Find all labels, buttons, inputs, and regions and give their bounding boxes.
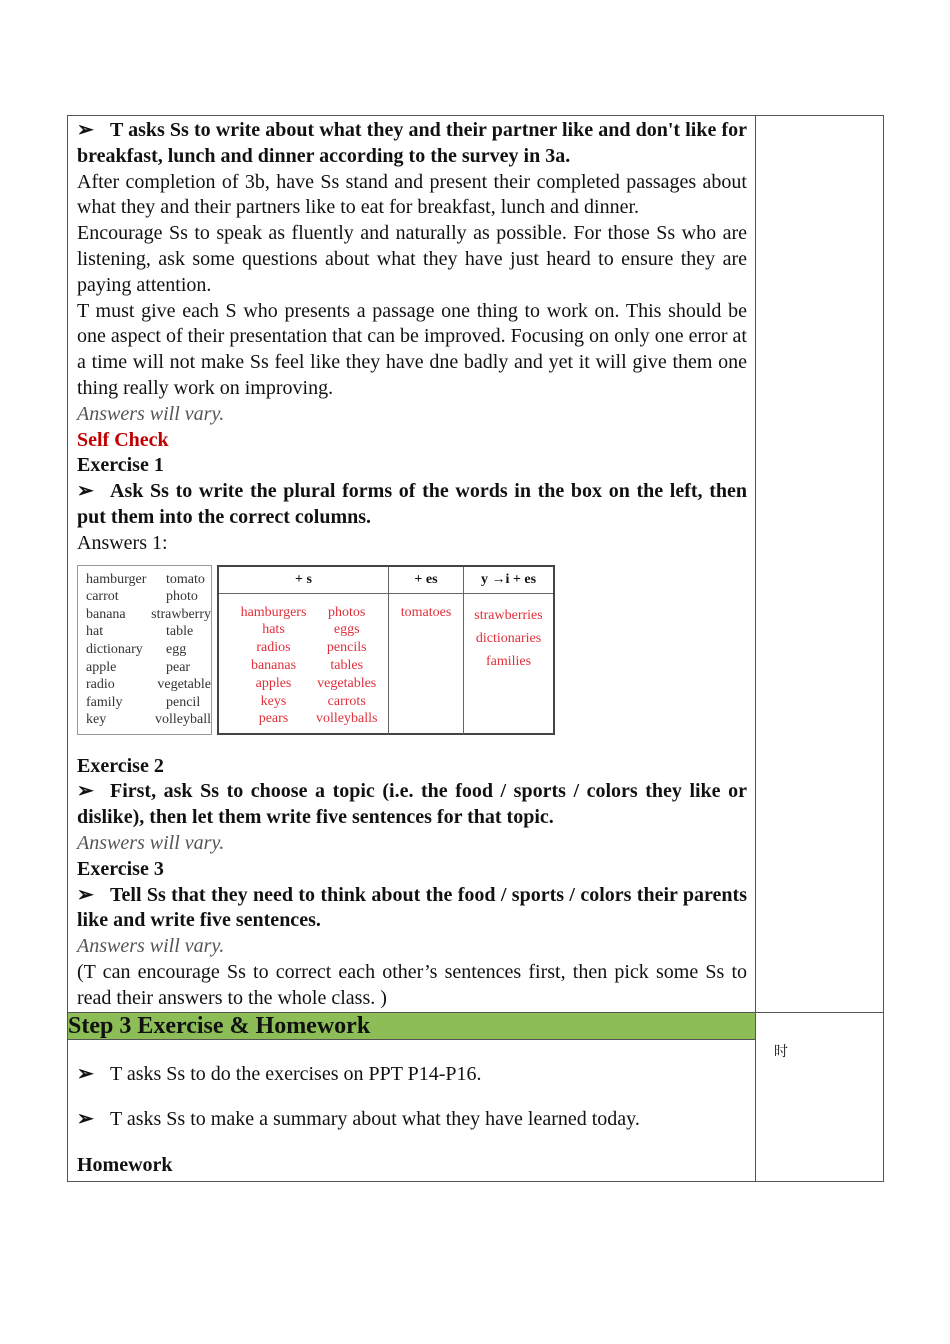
plural-answer-word: bananas <box>250 657 297 673</box>
bullet-arrow-icon: ➢ <box>77 780 94 803</box>
task-paragraph: ➢ T asks Ss to write about what they and their partner like and don't like for breakfast, lunch and dinner according to the survey in 3a. <box>77 119 747 167</box>
word-box-word: photo <box>166 589 198 605</box>
plural-answer-word: pears <box>258 711 289 727</box>
bullet-arrow-icon: ➢ <box>77 1108 94 1131</box>
word-box-word: table <box>166 624 194 640</box>
header-y-ies: y →i + es <box>480 571 537 587</box>
word-box-word: vegetable <box>157 677 211 693</box>
side-cell-2 <box>756 1012 884 1181</box>
step-3-item-1: ➢ T asks Ss to do the exercises on PPT P14-P16. <box>77 1062 747 1088</box>
word-box-row <box>86 711 211 729</box>
plural-answer-word: vegetables <box>317 675 377 691</box>
exercise-3-note: (T can encourage Ss to correct each other’s sentences first, then pick some Ss to read their answers to the whole class. ) <box>77 960 747 1009</box>
word-box <box>77 565 212 735</box>
word-box-word: dictionary <box>86 641 143 657</box>
word-box-row <box>86 623 211 641</box>
word-box-word: hamburger <box>86 571 147 587</box>
plural-answer-word: keys <box>260 693 287 709</box>
word-box-word: apple <box>86 659 117 675</box>
homework-heading: Homework <box>77 1154 173 1177</box>
paragraph-3: T must give each S who presents a passage one thing to work on. This should be one aspect of their presentation that can be improved. Focusing on only one error at a time will not make Ss feel like they have dne badly and yet it will give them one thing really work on improving. <box>77 299 747 399</box>
header-plus-es: + es <box>389 567 464 593</box>
word-box-word: family <box>86 694 123 710</box>
word-box-word: tomato <box>166 571 205 587</box>
word-box-row <box>86 571 211 589</box>
header-plus-s: + s <box>219 567 389 593</box>
plural-answer-word: volleyballs <box>316 711 378 727</box>
plural-answer-word: strawberries <box>474 607 543 623</box>
word-box-row <box>86 641 211 659</box>
word-box-word: key <box>86 712 107 728</box>
word-box-word: volleyball <box>155 712 211 728</box>
step-3-item-2: ➢ T asks Ss to make a summary about what they have learned today. <box>77 1107 747 1133</box>
word-box-row <box>86 659 211 677</box>
lesson-plan-table <box>67 115 884 1182</box>
content-cell <box>68 116 756 1013</box>
plural-answer-table <box>217 565 555 735</box>
plural-answer-word: eggs <box>333 622 360 638</box>
plural-answer-word: tomatoes <box>400 604 452 620</box>
exercise-3-heading: Exercise 3 <box>77 857 164 880</box>
word-box-row <box>86 588 211 606</box>
bullet-arrow-icon: ➢ <box>77 480 94 503</box>
exercise-3-answers: Answers will vary. <box>77 935 225 958</box>
plus-s-column <box>219 594 389 734</box>
word-box-row <box>86 694 211 712</box>
word-box-word: banana <box>86 606 126 622</box>
side-time-char: 时 <box>774 1043 788 1060</box>
plural-answer-word: dictionaries <box>475 630 542 646</box>
word-box-word: strawberry <box>151 606 211 622</box>
answers-1-label: Answers 1: <box>77 531 168 554</box>
word-box-word: egg <box>166 641 187 657</box>
exercise-1-heading: Exercise 1 <box>77 454 164 477</box>
plural-answer-word: hats <box>262 622 285 638</box>
exercise-2-task: ➢ First, ask Ss to choose a topic (i.e. the food / sports / colors they like or dislike), then let them write five sentences for that topic. <box>77 780 747 829</box>
plural-answer-word: pencils <box>326 640 367 656</box>
answers-figure <box>77 565 567 740</box>
bullet-arrow-icon: ➢ <box>77 883 94 906</box>
bullet-arrow-icon: ➢ <box>77 1062 94 1085</box>
paragraph-1: After completion of 3b, have Ss stand and present their completed passages about what they and their partners like to eat for breakfast, lunch and dinner. <box>77 170 747 219</box>
word-box-word: pencil <box>166 694 201 710</box>
paragraph-2: Encourage Ss to speak as fluently and naturally as possible. For those Ss who are listening, ask some questions about what they have just heard to ensure they are paying attention. <box>77 222 747 296</box>
exercise-1-task: ➢ Ask Ss to write the plural forms of the words in the box on the left, then put them into the correct columns. <box>77 480 747 528</box>
self-check-heading: Self Check <box>77 428 169 451</box>
bullet-arrow-icon: ➢ <box>77 119 94 141</box>
plural-answer-word: hamburgers <box>240 604 307 620</box>
plural-answer-word: apples <box>255 675 292 691</box>
word-box-word: hat <box>86 624 104 640</box>
plural-answer-word: tables <box>330 657 364 673</box>
word-box-row <box>86 606 211 624</box>
word-box-word: carrot <box>86 589 119 605</box>
exercise-2-answers: Answers will vary. <box>77 831 225 854</box>
word-box-word: pear <box>166 659 191 675</box>
exercise-2-heading: Exercise 2 <box>77 754 164 777</box>
plural-answer-word: families <box>485 653 532 669</box>
side-cell <box>756 116 884 1013</box>
plus-es-column <box>389 594 464 734</box>
step-3-content <box>68 1039 756 1181</box>
plural-answer-word: radios <box>256 640 291 656</box>
answers-note: Answers will vary. <box>77 402 225 425</box>
word-box-word: radio <box>86 677 115 693</box>
word-box-row <box>86 676 211 694</box>
plural-answer-word: photos <box>328 604 366 620</box>
step-3-heading: Step 3 Exercise & Homework <box>68 1012 756 1039</box>
y-ies-column <box>464 594 553 734</box>
plural-answer-word: carrots <box>327 693 366 709</box>
exercise-3-task: ➢ Tell Ss that they need to think about the food / sports / colors their parents like and write five sentences. <box>77 883 747 932</box>
